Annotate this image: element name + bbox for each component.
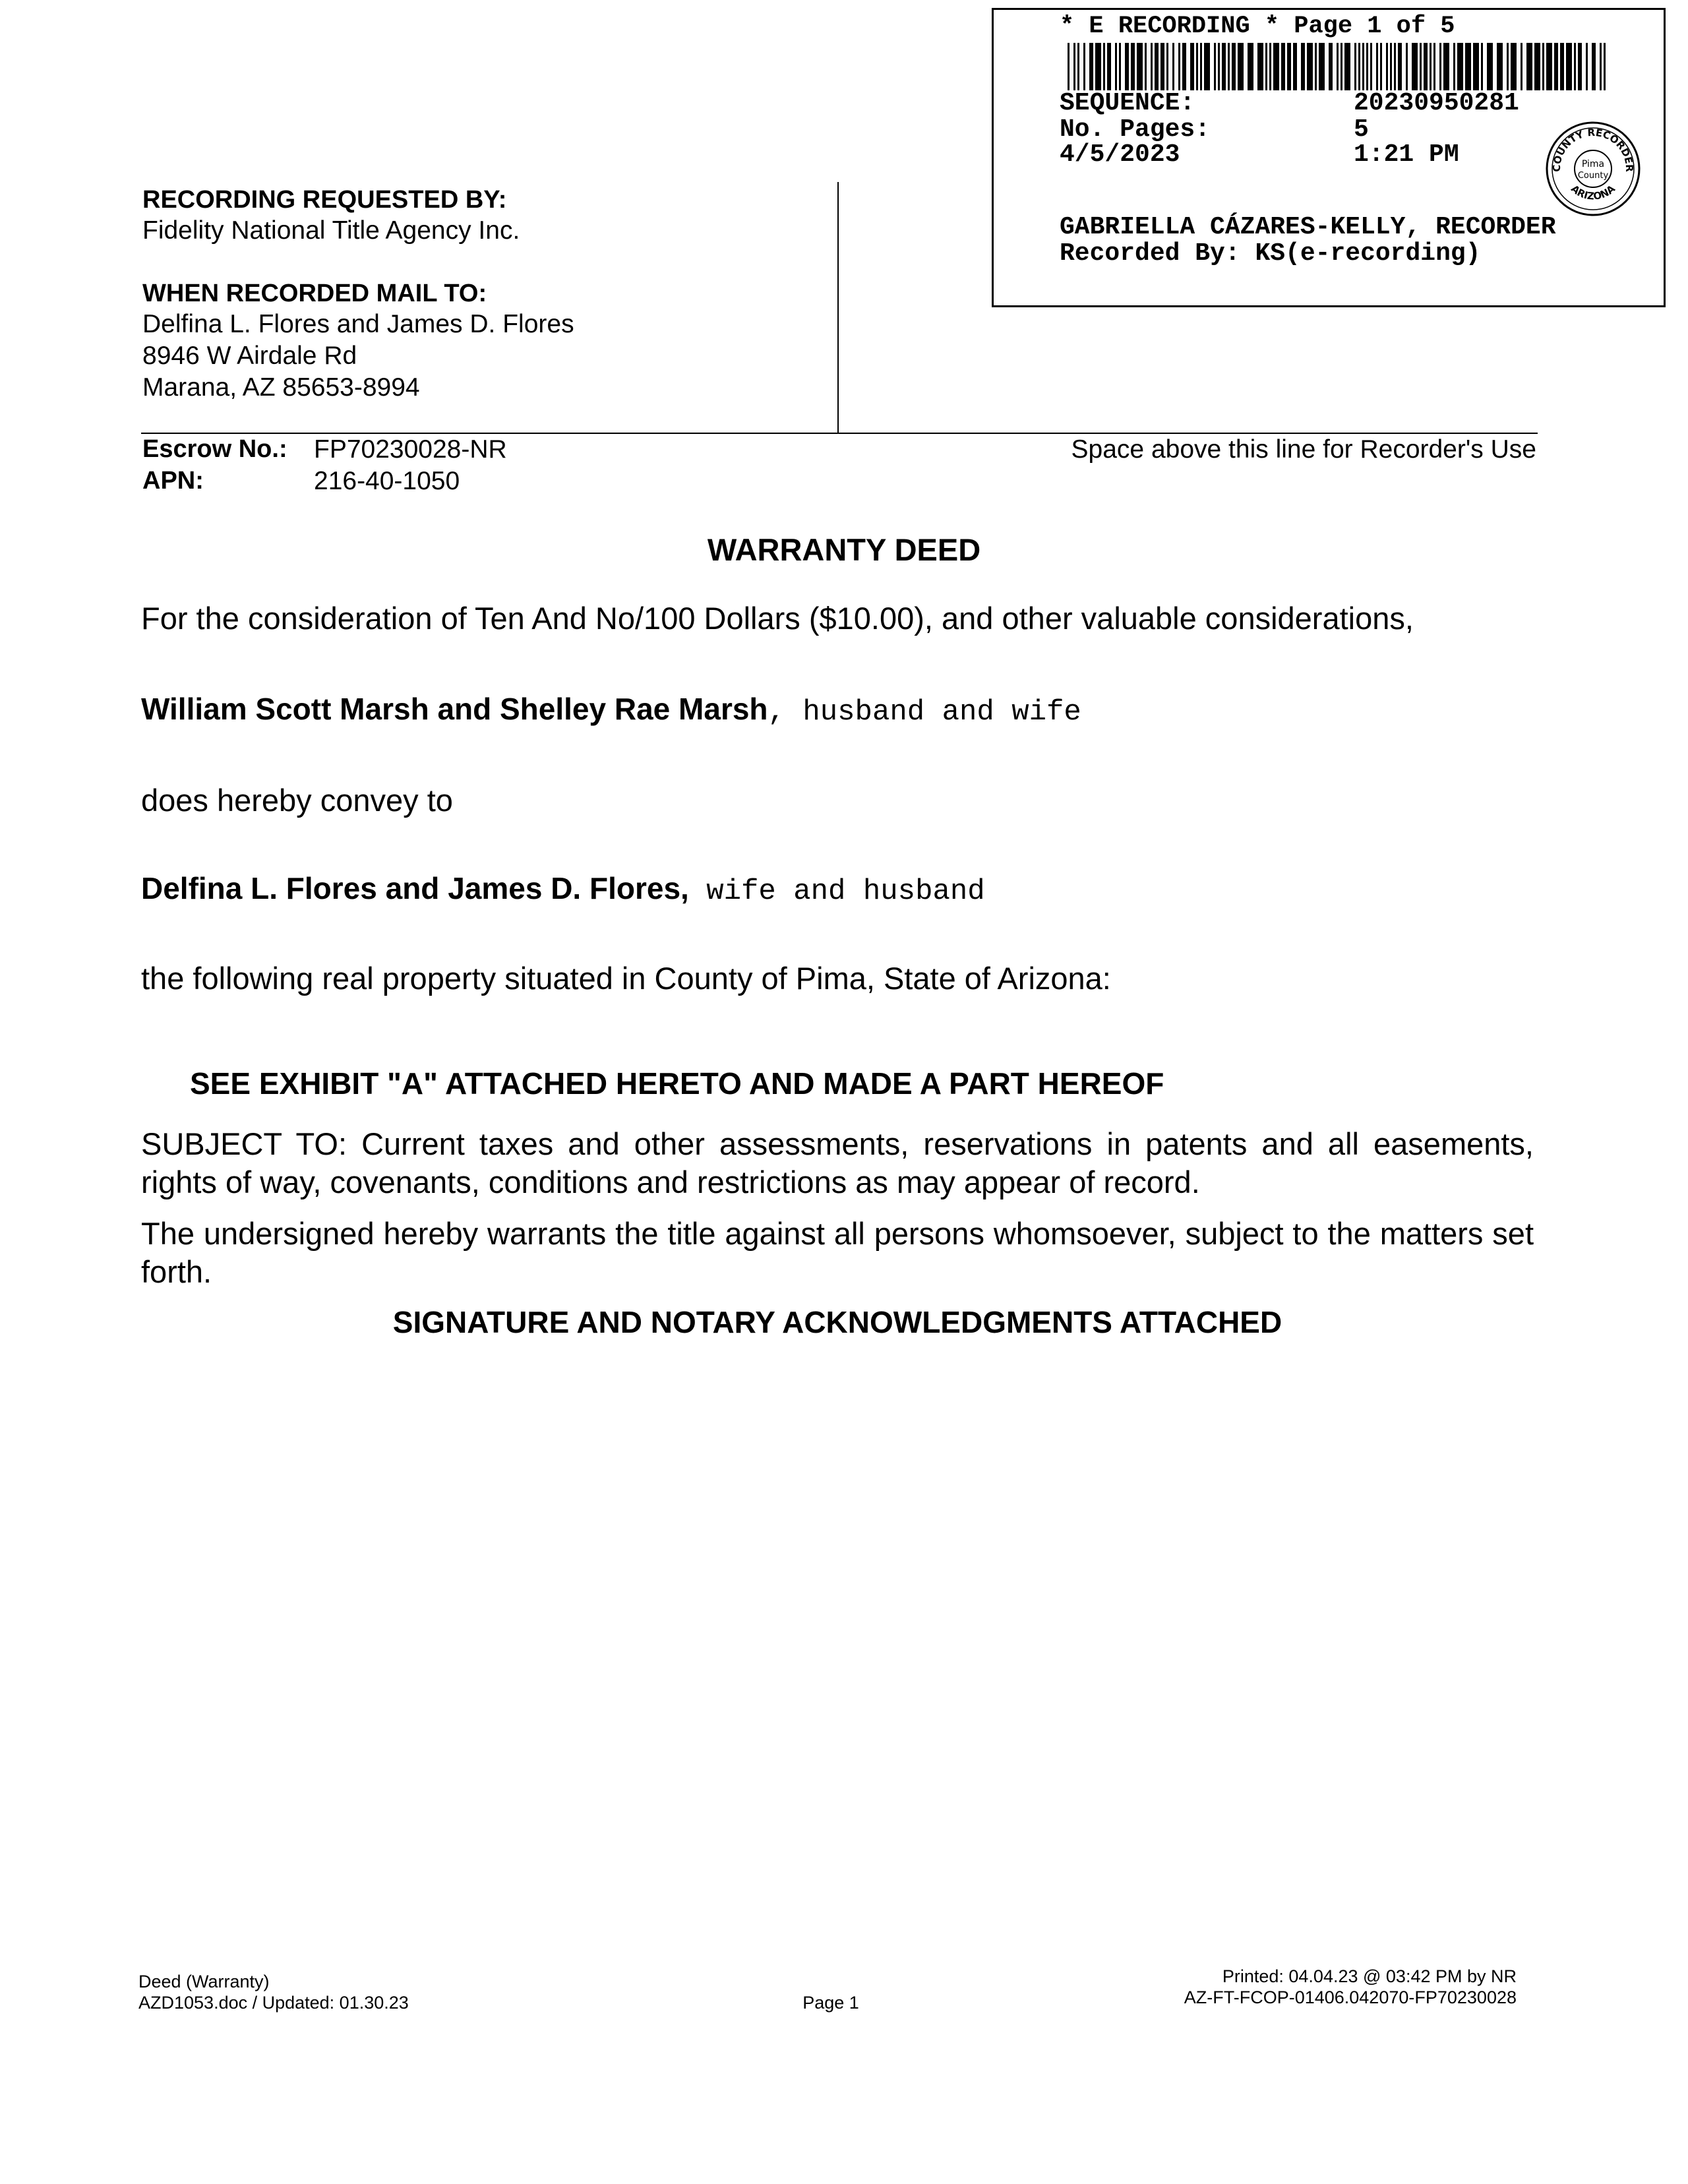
footer-page: Page 1 <box>802 1993 859 2013</box>
signature-note: SIGNATURE AND NOTARY ACKNOWLEDGMENTS ATTACHED <box>392 1305 1282 1339</box>
barcode-bar <box>1497 43 1503 90</box>
barcode-bar <box>1443 43 1449 90</box>
barcode-bar <box>1354 43 1356 90</box>
grantee-line <box>141 870 985 908</box>
barcode-bar <box>1107 43 1111 90</box>
recording-requested-label: RECORDING REQUESTED BY: <box>142 186 507 214</box>
barcode-bar <box>1554 43 1558 90</box>
barcode-bar <box>1344 43 1350 90</box>
barcode-bar <box>1166 43 1168 90</box>
barcode-bar <box>1200 43 1202 90</box>
barcode-bar <box>1083 43 1085 90</box>
barcode-bar <box>1380 43 1382 90</box>
barcode-bar <box>1190 43 1194 90</box>
footer-doc-file: AZD1053.doc / Updated: 01.30.23 <box>138 1993 409 2013</box>
escrow-value: FP70230028-NR <box>314 435 507 464</box>
svg-text:ARIZONA <box>1569 183 1617 202</box>
barcode-bar <box>1115 43 1117 90</box>
barcode-bar <box>1358 43 1360 90</box>
barcode-bar <box>1196 43 1198 90</box>
barcode-bar <box>1337 43 1339 90</box>
mail-to-label: WHEN RECORDED MAIL TO: <box>142 280 487 307</box>
pages-value: 5 <box>1354 115 1369 144</box>
grantor-relation-text: , husband and wife <box>768 696 1081 729</box>
grantor-names: William Scott Marsh and Shelley Rae Marsh <box>141 692 768 726</box>
seal-bottom-text: ARIZONA <box>1569 183 1617 202</box>
mail-to-line-1: Delfina L. Flores and James D. Flores <box>142 310 574 338</box>
barcode-bar <box>1329 43 1333 90</box>
footer-printed: Printed: 04.04.23 @ 03:42 PM by NR <box>1222 1966 1517 1986</box>
barcode-bar <box>1287 43 1291 90</box>
grantee-relation: wife and husband <box>688 875 985 908</box>
barcode-bar <box>1566 43 1572 90</box>
barcode-bar <box>1273 43 1279 90</box>
barcode-bar <box>1406 43 1408 90</box>
footer-ref-code: AZ-FT-FCOP-01406.042070-FP70230028 <box>1184 1987 1517 2007</box>
barcode-bar <box>1439 43 1441 90</box>
barcode-bar <box>1301 43 1305 90</box>
barcode-bar <box>1155 43 1159 90</box>
record-date: 4/5/2023 <box>1060 140 1180 169</box>
seal-center-1: Pima <box>1581 159 1605 169</box>
barcode-bar <box>1293 43 1297 90</box>
record-time: 1:21 PM <box>1354 140 1459 169</box>
barcode <box>1068 43 1608 90</box>
recorder-use-note: Space above this line for Recorder's Use <box>1071 435 1536 464</box>
mail-to-line-2: 8946 W Airdale Rd <box>142 342 357 370</box>
barcode-bar <box>1420 43 1422 90</box>
barcode-bar <box>1238 43 1244 90</box>
barcode-bar <box>1151 43 1153 90</box>
recording-requested-value: Fidelity National Title Agency Inc. <box>142 216 520 245</box>
barcode-bar <box>1068 43 1070 90</box>
barcode-bar <box>1103 43 1105 90</box>
barcode-bar <box>1125 43 1129 90</box>
sequence-value: 20230950281 <box>1354 89 1519 117</box>
footer-doc-type: Deed (Warranty) <box>138 1972 270 1991</box>
barcode-bar <box>1507 43 1509 90</box>
seal-top-text: COUNTY RECORDER <box>1550 126 1636 172</box>
barcode-bar <box>1560 43 1564 90</box>
barcode-bar <box>1257 43 1263 90</box>
barcode-bar <box>1228 43 1230 90</box>
barcode-bar <box>1204 43 1210 90</box>
barcode-bar <box>1453 43 1455 90</box>
mail-to-line-3: Marana, AZ 85653-8994 <box>142 373 420 402</box>
vertical-divider <box>837 182 839 433</box>
barcode-bar <box>1248 43 1253 90</box>
barcode-bar <box>1172 43 1174 90</box>
barcode-bar <box>1394 43 1396 90</box>
barcode-bar <box>1487 43 1493 90</box>
grantor-relation <box>768 692 1081 729</box>
barcode-bar <box>1578 43 1582 90</box>
apn-label: APN: <box>142 467 204 495</box>
barcode-bar <box>1592 43 1596 90</box>
barcode-bar <box>1424 43 1428 90</box>
barcode-bar <box>1457 43 1463 90</box>
barcode-bar <box>1433 43 1435 90</box>
subject-to-text: SUBJECT TO: Current taxes and other assessments, reservations in patents and all easements, rights of way, covenants, conditions and restrictions as may appear of record. <box>141 1126 1534 1199</box>
barcode-bar <box>1145 43 1147 90</box>
barcode-bar <box>1315 43 1317 90</box>
county-recorder-seal <box>1544 119 1643 218</box>
barcode-bar <box>1131 43 1135 90</box>
apn-value: 216-40-1050 <box>314 467 460 495</box>
barcode-bar <box>1526 43 1532 90</box>
consideration-text: For the consideration of Ten And No/100 Dollars ($10.00), and other valuable considerations, <box>141 601 1414 636</box>
barcode-bar <box>1412 43 1418 90</box>
grantee-names: Delfina L. Flores and James D. Flores, <box>141 871 689 905</box>
convey-text: does hereby convey to <box>141 783 453 818</box>
barcode-bar <box>1218 43 1220 90</box>
barcode-bar <box>1481 43 1483 90</box>
barcode-bar <box>1473 43 1479 90</box>
recorder-stamp <box>992 8 1666 307</box>
barcode-bar <box>1398 43 1402 90</box>
barcode-bar <box>1511 43 1517 90</box>
barcode-bar <box>1534 43 1540 90</box>
barcode-bar <box>1089 43 1093 90</box>
grantor-line <box>141 691 1081 729</box>
barcode-bar <box>1073 43 1075 90</box>
stamp-header: * E RECORDING * Page 1 of 5 <box>1060 13 1455 40</box>
barcode-bar <box>1370 43 1372 90</box>
barcode-bar <box>1222 43 1226 90</box>
escrow-label: Escrow No.: <box>142 435 287 463</box>
exhibit-reference: SEE EXHIBIT "A" ATTACHED HERETO AND MADE A PART HEREOF <box>190 1066 1164 1101</box>
barcode-bar <box>1521 43 1522 90</box>
barcode-bar <box>1390 43 1392 90</box>
sequence-label: SEQUENCE: <box>1060 89 1195 117</box>
barcode-bar <box>1604 43 1606 90</box>
barcode-bar <box>1376 43 1378 90</box>
barcode-bar <box>1214 43 1216 90</box>
barcode-bar <box>1265 43 1267 90</box>
barcode-bar <box>1386 43 1388 90</box>
barcode-bar <box>1077 43 1079 90</box>
barcode-bar <box>1281 43 1285 90</box>
warranty-text: The undersigned hereby warrants the title against all persons whomsoever, subject to the matters set forth. <box>141 1216 1534 1289</box>
barcode-bar <box>1600 43 1602 90</box>
barcode-bar <box>1319 43 1325 90</box>
document-title: WARRANTY DEED <box>707 532 981 567</box>
barcode-bar <box>1307 43 1313 90</box>
barcode-bar <box>1160 43 1164 90</box>
barcode-bar <box>1182 43 1186 90</box>
barcode-bar <box>1542 43 1544 90</box>
recorder-use-line <box>141 433 1538 434</box>
barcode-bar <box>1341 43 1342 90</box>
barcode-bar <box>1546 43 1552 90</box>
barcode-bar <box>1269 43 1271 90</box>
barcode-bar <box>1366 43 1368 90</box>
barcode-bar <box>1137 43 1143 90</box>
barcode-bar <box>1095 43 1101 90</box>
barcode-bar <box>1430 43 1432 90</box>
barcode-bar <box>1574 43 1576 90</box>
property-text: the following real property situated in County of Pima, State of Arizona: <box>141 961 1111 996</box>
barcode-bar <box>1119 43 1121 90</box>
barcode-bar <box>1232 43 1236 90</box>
pages-label: No. Pages: <box>1060 115 1211 144</box>
barcode-bar <box>1465 43 1471 90</box>
seal-center-2: County <box>1577 171 1609 181</box>
recorded-by: Recorded By: KS(e-recording) <box>1060 239 1481 268</box>
recorder-line: GABRIELLA CÁZARES-KELLY, RECORDER <box>1060 213 1556 241</box>
barcode-bar <box>1178 43 1180 90</box>
barcode-bar <box>1586 43 1588 90</box>
barcode-bar <box>1362 43 1364 90</box>
